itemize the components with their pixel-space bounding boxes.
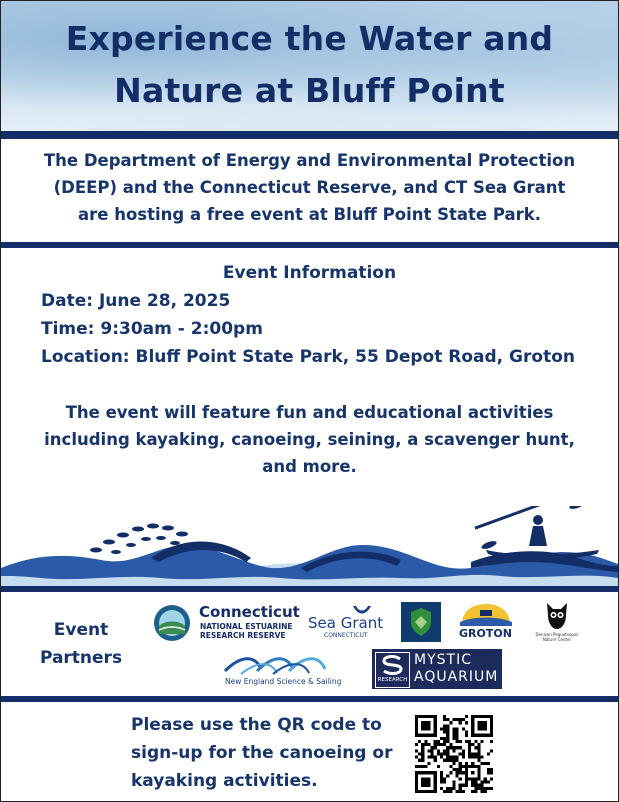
- ct-reserve-name: Connecticut: [199, 603, 300, 621]
- page-title: [1, 13, 618, 117]
- divider-bar: [1, 696, 618, 702]
- event-time: Time: 9:30am - 2:00pm: [41, 319, 263, 339]
- ct-reserve-sub: RESEARCH RESERVE: [200, 631, 286, 640]
- waves-illustration: [1, 506, 618, 591]
- partners-label-line: Event: [53, 620, 109, 640]
- deep-logo: [401, 602, 441, 642]
- mystic-name: MYSTIC: [414, 652, 472, 668]
- ct-reserve-logo: [153, 604, 299, 642]
- waves-icon: [221, 649, 341, 677]
- shield-icon: [401, 602, 441, 642]
- intro-line: are hosting a free event at Bluff Point State Park.: [78, 205, 541, 224]
- nature-center-logo: [529, 601, 585, 643]
- signup-line: sign-up for the canoeing or: [131, 743, 393, 763]
- groton-name: GROTON: [459, 627, 512, 640]
- description-line: and more.: [262, 457, 357, 476]
- partners-label-line: Partners: [39, 648, 123, 668]
- event-description: [1, 399, 618, 480]
- sea-grant-name: Sea Grant: [308, 614, 384, 632]
- signup-line: kayaking activities.: [131, 771, 318, 791]
- title-line-1: Experience the Water and: [65, 19, 554, 58]
- mystic-badge-text: RESEARCH: [377, 677, 408, 683]
- intro-line: The Department of Energy and Environmental Protection: [43, 151, 576, 170]
- qr-code[interactable]: [415, 715, 493, 793]
- divider-bar: [1, 131, 618, 139]
- ness-name: New England Science & Sailing: [225, 677, 342, 686]
- title-line-2: Nature at Bluff Point: [114, 71, 505, 110]
- description-line: including kayaking, canoeing, seining, a scavenger hunt,: [44, 430, 575, 449]
- sea-grant-logo: [306, 606, 386, 642]
- divider-bar: [1, 586, 618, 592]
- signup-text: [131, 711, 392, 795]
- sea-grant-sub: CONNECTICUT: [324, 632, 368, 639]
- mystic-badge: [375, 652, 410, 688]
- divider-bar: [1, 242, 618, 248]
- event-info-heading: Event Information: [222, 263, 397, 283]
- intro-text: [1, 147, 618, 228]
- mystic-s-icon: [376, 653, 409, 677]
- partners-label: [29, 616, 133, 672]
- description-line: The event will feature fun and educational activities: [65, 403, 554, 422]
- event-location: Location: Bluff Point State Park, 55 Depot Road, Groton: [41, 347, 575, 367]
- nature-center-name: Denison Pequotsepos Nature Center: [535, 632, 579, 642]
- signup-line: Please use the QR code to: [131, 715, 382, 735]
- ness-logo: [221, 649, 341, 689]
- header-banner: [1, 1, 618, 131]
- groton-emblem-icon: [456, 602, 516, 628]
- groton-logo: [456, 602, 516, 642]
- ct-reserve-sub: NATIONAL ESTUARINE: [200, 622, 293, 631]
- mystic-name: AQUARIUM: [414, 669, 499, 685]
- event-date: Date: June 28, 2025: [41, 291, 231, 311]
- mystic-aquarium-logo: [372, 649, 502, 689]
- owl-icon: [544, 601, 570, 631]
- ct-reserve-emblem-icon: [153, 604, 193, 642]
- intro-line: (DEEP) and the Connecticut Reserve, and CT Sea Grant: [53, 178, 566, 197]
